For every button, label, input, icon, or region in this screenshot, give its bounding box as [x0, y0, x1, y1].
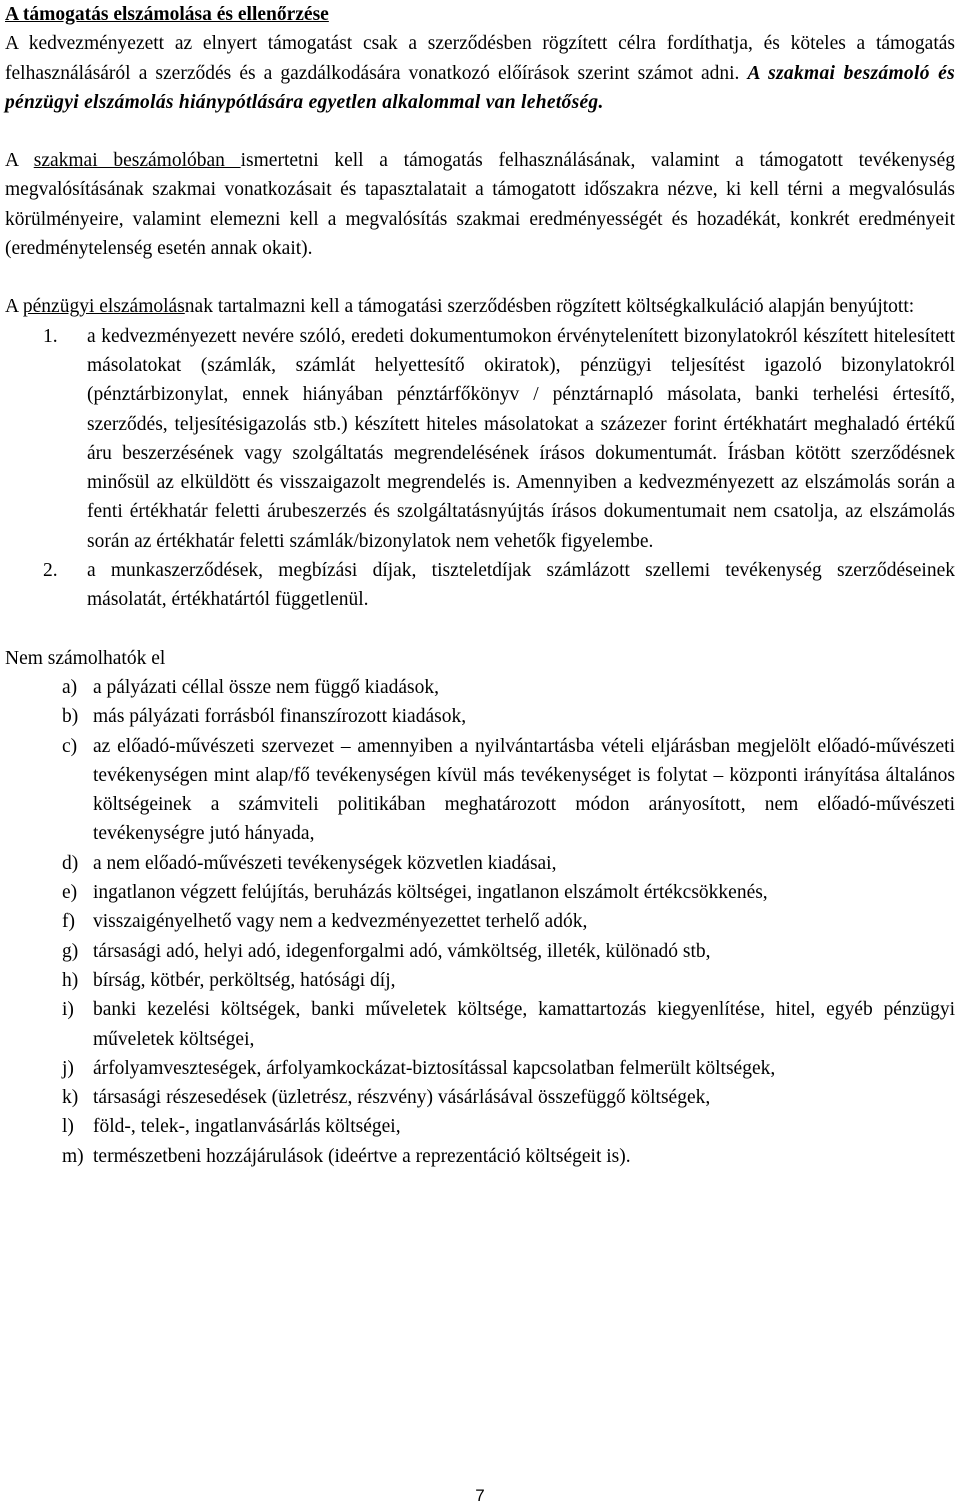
spacer [5, 117, 955, 146]
item-marker: b) [62, 706, 79, 728]
list-item [5, 556, 955, 615]
list-item [5, 966, 955, 995]
item-marker: i) [62, 999, 74, 1021]
list-item [5, 702, 955, 731]
item-text: föld-, telek-, ingatlanvásárlás költségei, [93, 1116, 401, 1138]
report-text: ismertetni kell a támogatás felhasználásának, valamint a támogatott tevékenység megvalósításának szakmai vonatkozásait és tapasztalatait a támogatott időszakra nézve, ki kell térni a megvalósulás körülményeire, valamint elemezni kell a megvalósítás szakmai eredményességét és hozadékát, konkrét eredményeit (eredménytelenség esetén annak okait). [5, 150, 955, 260]
item-marker: k) [62, 1087, 79, 1109]
spacer [5, 263, 955, 292]
page-number: 7 [475, 1486, 485, 1505]
financial-lead: A [5, 296, 23, 318]
section-heading: A támogatás elszámolása és ellenőrzése [5, 4, 329, 25]
financial-paragraph [5, 292, 955, 321]
excluded-heading: Nem számolhatók el [5, 647, 166, 669]
item-marker: e) [62, 882, 78, 904]
item-marker: h) [62, 969, 79, 991]
report-underlined: szakmai beszámolóban [33, 150, 241, 172]
spacer [5, 615, 955, 644]
item-text: árfolyamveszteségek, árfolyamkockázat-biztosítással kapcsolatban felmerült költségek, [93, 1057, 776, 1079]
item-text: társasági adó, helyi adó, idegenforgalmi adó, vámköltség, illeték, különadó stb, [93, 940, 711, 962]
list-item [5, 673, 955, 702]
list-item [5, 878, 955, 907]
list-item [5, 937, 955, 966]
list-item [5, 849, 955, 878]
list-item [5, 995, 955, 1054]
item-marker: j) [62, 1057, 74, 1079]
item-text: ingatlanon végzett felújítás, beruházás költségei, ingatlanon elszámolt értékcsökkenés, [93, 882, 768, 904]
excluded-items [5, 673, 955, 1171]
item-number: 2. [43, 560, 58, 582]
item-text: társasági részesedések (üzletrész, részvény) vásárlásával összefüggő költségek, [93, 1087, 711, 1109]
list-item [5, 1083, 955, 1112]
item-text: bírság, kötbér, perköltség, hatósági díj, [93, 969, 396, 991]
report-lead: A [5, 150, 34, 172]
item-text: a kedvezményezett nevére szóló, eredeti dokumentumokon érvénytelenített bizonylatokról készített hitelesített másolatokat (számlák, számlát helyettesítő okiratok), pénzügyi teljesítést igazoló bizonylatokról (pénztárbizonylat, ennek hiányában pénztárfőkönyv / pénztárnapló másolata, banki terhelési értesítő, szerződés, teljesítésigazolás stb.) készített hiteles másolatokat a százezer forint értékhatárt meghaladó értékű áru beszerzésének vagy szolgáltatás megrendelésének írásos dokumentumát. Írásban kötött szerződésnek minősül az elküldött és visszaigazolt megrendelés is. Amennyiben a kedvezményezett az elszámolás során a fenti értékhatár feletti árubeszerzés és szolgáltatásnyújtás írásos dokumentumait nem csatolja, az elszámolás során az értékhatár feletti számlák/bizonylatok nem vehetők figyelembe. [87, 325, 955, 552]
list-item [5, 1142, 955, 1171]
financial-items [5, 322, 955, 615]
item-marker: c) [62, 735, 78, 757]
list-item [5, 907, 955, 936]
financial-text: nak tartalmazni kell a támogatási szerződésben rögzített költségkalkuláció alapján benyújtott: [184, 296, 915, 318]
item-text: természetbeni hozzájárulások (ideértve a reprezentáció költségeit is). [93, 1145, 631, 1167]
item-text: visszaigényelhető vagy nem a kedvezményezettet terhelő adók, [93, 911, 588, 933]
list-item [5, 1112, 955, 1141]
item-text: más pályázati forrásból finanszírozott kiadások, [93, 706, 467, 728]
item-text: a nem előadó-művészeti tevékenységek közvetlen kiadásai, [93, 852, 557, 874]
item-text: a pályázati céllal össze nem függő kiadások, [93, 676, 439, 698]
item-number: 1. [43, 325, 58, 347]
item-text: banki kezelési költségek, banki műveletek költsége, kamattartozás kiegyenlítése, hitel, egyéb pénzügyi műveletek költségei, [93, 999, 955, 1050]
item-marker: m) [62, 1145, 84, 1167]
item-marker: a) [62, 676, 78, 698]
document-page [5, 0, 955, 1171]
list-item [5, 1054, 955, 1083]
list-item [5, 322, 955, 556]
financial-underlined: pénzügyi elszámolás [22, 296, 185, 318]
item-marker: g) [62, 940, 79, 962]
item-text: a munkaszerződések, megbízási díjak, tiszteletdíjak számlázott szellemi tevékenység szerződéseinek másolatát, értékhatártól függetlenül. [87, 560, 955, 611]
intro-paragraph [5, 29, 955, 117]
report-paragraph [5, 146, 955, 263]
item-marker: l) [62, 1116, 74, 1138]
item-text: az előadó-művészeti szervezet – amennyiben a nyilvántartásba vételi eljárásban megjelölt előadó-művészeti tevékenységen mint alap/fő tevékenységen kívül más tevékenységet is folytat – központi irányítása általános költségeinek a számviteli politikában meghatározott módon arányosított, nem előadó-művészeti tevékenységre jutó hányada, [93, 735, 955, 845]
list-item [5, 732, 955, 849]
item-marker: f) [62, 911, 75, 933]
item-marker: d) [62, 852, 79, 874]
intro-emphasis: A szakmai beszámoló és pénzügyi elszámolás hiánypótlására egyetlen alkalommal van lehetőség. [5, 62, 955, 113]
intro-text: A kedvezményezett az elnyert támogatást csak a szerződésben rögzített célra fordíthatja, és köteles a támogatás felhasználásáról a szerződés és a gazdálkodására vonatkozó előírások szerint számot adni. [5, 33, 955, 84]
